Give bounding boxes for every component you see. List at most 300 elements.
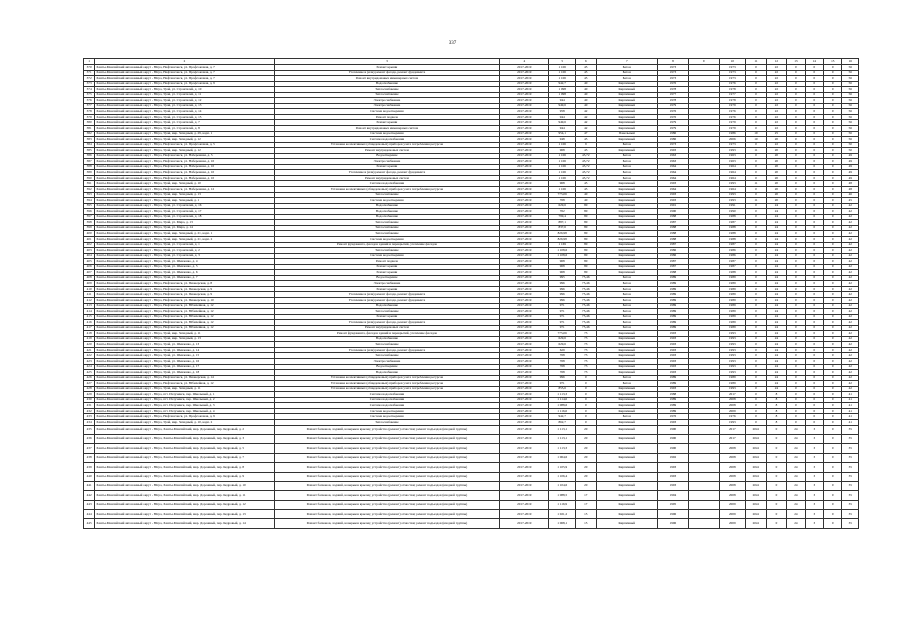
table-cell: 0: [787, 142, 805, 148]
table-cell: 0: [746, 303, 767, 309]
table-cell: 0: [824, 87, 842, 93]
table-cell: 42: [842, 386, 859, 392]
table-cell: 20: [576, 434, 597, 443]
table-cell: 24: [766, 220, 787, 226]
table-cell: 0: [824, 434, 842, 443]
table-cell: 2017-2019: [500, 198, 549, 204]
table-cell: 0: [805, 120, 823, 126]
column-header: 8: [658, 59, 689, 65]
table-cell: Система водоснабжения: [274, 137, 500, 143]
table-cell: 2041: [746, 500, 767, 509]
table-cell: 20: [766, 148, 787, 154]
table-cell: Кирпичный: [596, 148, 658, 154]
table-cell: 397: [84, 214, 95, 220]
table-cell: 1993: [658, 481, 689, 490]
table-cell: 406: [84, 264, 95, 270]
table-cell: 954,1: [549, 131, 576, 137]
table-cell: 56: [842, 114, 859, 120]
table-cell: Ханты-Мансийский автономный округ - Югра, пгт. Излучинск, пер. Школьный, д. 4: [95, 408, 274, 414]
table-cell: 1993: [658, 347, 689, 353]
table-cell: Ханты-Мансийский автономный округ - Югра, Урай, мкр. Западный, д. 11: [95, 386, 274, 392]
table-cell: 42: [842, 281, 859, 287]
table-cell: Утепление и (или) ремонт фасада, ремонт фундамента: [274, 292, 500, 298]
table-cell: 24: [766, 303, 787, 309]
table-cell: 1987: [719, 220, 746, 226]
table-cell: 1989: [658, 375, 689, 381]
table-cell: 390: [84, 175, 95, 181]
table-cell: 1977: [658, 92, 689, 98]
table-cell: 24: [766, 336, 787, 342]
table-cell: Ханты-Мансийский автономный округ - Югра, Нефтеюганск, ул. Пионерская, д. 10: [95, 297, 274, 303]
table-cell: Ремонт внутридомовых инженерных систем: [274, 76, 500, 82]
table-cell: 968: [549, 270, 576, 276]
table-cell: 0: [824, 248, 842, 254]
table-cell: 0: [746, 159, 767, 165]
table-cell: Кирпичный: [596, 81, 658, 87]
table-cell: Ханты-Мансийский автономный округ - Югра, Урай, ул. Шевченко, д. 15: [95, 353, 274, 359]
table-cell: 0: [805, 325, 823, 331]
table-cell: 0: [824, 126, 842, 132]
table-cell: Ханты-Мансийский автономный округ - Югра, Ханты-Мансийский, мкр. Дорожный, пер. Кедровый, д. 7: [95, 453, 274, 462]
table-row: [84, 510, 859, 519]
table-cell: 2017-2019: [500, 109, 549, 115]
table-cell: 0: [576, 375, 597, 381]
table-cell: Ханты-Мансийский автономный округ - Югра, Нефтеюганск, ул. Пионерская, д. 9: [95, 286, 274, 292]
table-cell: Ханты-Мансийский автономный округ - Югра, Урай, ул. Шевченко, д. 14: [95, 347, 274, 353]
table-cell: 20: [576, 481, 597, 490]
table-cell: Система водоснабжения: [274, 397, 500, 403]
table-cell: 2006: [719, 137, 746, 143]
table-cell: 2009: [719, 510, 746, 519]
table-cell: 386: [84, 153, 95, 159]
table-cell: 2017-2019: [500, 510, 549, 519]
table-cell: 1993: [658, 370, 689, 376]
table-cell: 1993: [719, 386, 746, 392]
table-cell: 0: [787, 264, 805, 270]
table-cell: 0: [746, 203, 767, 209]
table-cell: 56: [842, 70, 859, 76]
table-cell: 0: [805, 170, 823, 176]
table-cell: 40: [576, 81, 597, 87]
table-cell: 0: [766, 463, 787, 472]
table-cell: 441: [84, 481, 95, 490]
table-cell: 0: [787, 270, 805, 276]
table-cell: 439: [84, 463, 95, 472]
table-cell: 1993: [719, 336, 746, 342]
table-cell: 0: [824, 236, 842, 242]
table-cell: 2017-2019: [500, 353, 549, 359]
table-cell: Теплоснабжение: [274, 87, 500, 93]
table-cell: 1989: [719, 309, 746, 315]
table-cell: Ремонт балконов, лоджий, козырьков крылец; устройство (ремонт) отмостки; ремонт подъездов (входной группы): [274, 472, 500, 481]
table-cell: Водоснабжение: [274, 203, 500, 209]
table-cell: 24: [766, 370, 787, 376]
table-cell: 20: [766, 198, 787, 204]
table-cell: Ханты-Мансийский автономный округ - Югра, Нефтеюганск, ул. Профсоюзная, д. 7: [95, 76, 274, 82]
table-cell: 1 169: [549, 242, 576, 248]
table-cell: 24: [766, 364, 787, 370]
table-cell: 398: [84, 220, 95, 226]
table-cell: 0: [787, 175, 805, 181]
table-cell: 0: [824, 397, 842, 403]
table-cell: 0: [824, 519, 842, 528]
table-cell: 8: [766, 397, 787, 403]
table-cell: Кирпичный: [596, 187, 658, 193]
table-row: [84, 434, 859, 443]
table-cell: 1964: [658, 175, 689, 181]
table-cell: 0: [805, 292, 823, 298]
table-cell: 0: [805, 403, 823, 409]
table-cell: 432: [84, 408, 95, 414]
table-cell: 2017-2019: [500, 519, 549, 528]
table-cell: 20: [766, 159, 787, 165]
table-cell: Теплоснабжение: [274, 92, 500, 98]
table-cell: 944: [549, 126, 576, 132]
table-cell: 0: [824, 420, 842, 426]
table-cell: 1986: [719, 253, 746, 259]
table-cell: Система водоотведения: [274, 253, 500, 259]
table-cell: 24: [787, 519, 805, 528]
table-cell: Ханты-Мансийский автономный округ - Югра, Урай, мкр. Западный, д. 10: [95, 181, 274, 187]
column-header: 3: [274, 59, 500, 65]
table-cell: 1993: [719, 148, 746, 154]
table-cell: 24: [766, 347, 787, 353]
table-cell: 42: [842, 314, 859, 320]
table-cell: 2017-2019: [500, 270, 549, 276]
table-cell: 0: [787, 397, 805, 403]
table-cell: 1973: [658, 142, 689, 148]
table-cell: Ремонт балконов, лоджий, козырьков крылец; устройство (ремонт) отмостки; ремонт подъездов (входной группы): [274, 444, 500, 453]
table-cell: Ханты-Мансийский автономный округ - Югра, Урай, мкр. Западный, д. 11: [95, 331, 274, 337]
table-cell: 968: [549, 148, 576, 154]
table-cell: Бетон: [596, 170, 658, 176]
table-cell: 3: [805, 481, 823, 490]
table-cell: 20: [576, 444, 597, 453]
table-cell: Бетон: [596, 292, 658, 298]
table-cell: 1963: [719, 159, 746, 165]
table-cell: 0: [746, 214, 767, 220]
table-cell: 1989: [719, 297, 746, 303]
table-cell: 0: [824, 358, 842, 364]
table-cell: 408: [84, 275, 95, 281]
table-cell: Кирпичный: [596, 510, 658, 519]
table-cell: Теплоснабжение: [274, 220, 500, 226]
table-cell: Кирпичный: [596, 481, 658, 490]
table-cell: 418: [84, 331, 95, 337]
table-cell: 0: [805, 181, 823, 187]
table-cell: 0: [787, 364, 805, 370]
table-cell: 2017-2019: [500, 491, 549, 500]
table-cell: 56: [842, 137, 859, 143]
table-cell: 996: [549, 297, 576, 303]
table-cell: Ханты-Мансийский автономный округ - Югра, Нефтеюганск, ул. Юбилейная, д. 12: [95, 320, 274, 326]
table-cell: 56: [842, 92, 859, 98]
table-cell: 1987: [658, 259, 689, 265]
table-cell: Кирпичный: [596, 109, 658, 115]
table-cell: 0: [787, 159, 805, 165]
table-cell: 0: [746, 320, 767, 326]
table-cell: [688, 491, 719, 500]
table-cell: 22: [766, 114, 787, 120]
table-cell: 80: [576, 236, 597, 242]
table-cell: 1988: [658, 231, 689, 237]
table-cell: Бетон: [596, 286, 658, 292]
table-cell: 0: [576, 397, 597, 403]
table-cell: 0: [824, 444, 842, 453]
table-cell: Водоотведение: [274, 364, 500, 370]
table-cell: Бетон: [596, 142, 658, 148]
table-cell: 42: [842, 270, 859, 276]
table-cell: 1978: [658, 98, 689, 104]
table-cell: 20: [576, 453, 597, 462]
table-cell: 0: [805, 375, 823, 381]
table-cell: 0: [805, 231, 823, 237]
table-cell: 0: [787, 65, 805, 71]
table-cell: 0: [824, 70, 842, 76]
table-cell: 0: [746, 358, 767, 364]
table-cell: 24: [787, 444, 805, 453]
table-cell: 0: [805, 342, 823, 348]
table-cell: 445: [84, 519, 95, 528]
table-cell: 24: [766, 270, 787, 276]
table-cell: 1964: [719, 187, 746, 193]
table-cell: 0: [824, 253, 842, 259]
table-cell: 430: [84, 397, 95, 403]
table-cell: 2017-2019: [500, 403, 549, 409]
table-cell: 46: [842, 192, 859, 198]
table-cell: 2017-2019: [500, 126, 549, 132]
table-cell: Электроснабжение: [274, 358, 500, 364]
table-cell: 0: [787, 131, 805, 137]
table-cell: 42: [576, 114, 597, 120]
column-header: 12: [766, 59, 787, 65]
table-cell: 0: [787, 259, 805, 265]
table-cell: 0: [824, 463, 842, 472]
table-cell: Ханты-Мансийский автономный округ - Югра, Нефтеюганск, ул. Пионерская, д. 9: [95, 292, 274, 298]
table-cell: 1993: [658, 342, 689, 348]
table-cell: 0: [805, 159, 823, 165]
table-cell: Кирпичный: [596, 353, 658, 359]
table-cell: Бетон: [596, 164, 658, 170]
table-cell: Ремонт внутридомовых инженерных систем: [274, 126, 500, 132]
table-cell: 409: [84, 281, 95, 287]
table-cell: 22: [766, 65, 787, 71]
table-cell: 1989: [719, 325, 746, 331]
table-cell: 392: [84, 187, 95, 193]
table-cell: 73: [576, 331, 597, 337]
table-cell: Ханты-Мансийский автономный округ - Югра, Нефтеюганск, ул. Пионерская, д. 14: [95, 375, 274, 381]
table-cell: 0: [746, 370, 767, 376]
table-cell: 45: [576, 148, 597, 154]
table-cell: 2017-2019: [500, 103, 549, 109]
table-cell: 0: [805, 314, 823, 320]
table-cell: 1 106: [549, 187, 576, 193]
table-cell: 431: [84, 403, 95, 409]
table-cell: 374: [84, 87, 95, 93]
table-cell: 2017-2019: [500, 81, 549, 87]
table-cell: 1993: [658, 181, 689, 187]
table-cell: 0: [824, 203, 842, 209]
table-cell: 1 106,4: [549, 472, 576, 481]
table-cell: 24: [766, 386, 787, 392]
table-cell: 0: [787, 325, 805, 331]
table-cell: 2041: [746, 510, 767, 519]
table-cell: 0: [824, 153, 842, 159]
table-cell: 2017-2019: [500, 142, 549, 148]
table-cell: 1989: [658, 297, 689, 303]
table-cell: [688, 472, 719, 481]
table-cell: 49: [842, 153, 859, 159]
table-cell: 0: [746, 297, 767, 303]
table-cell: 1988: [719, 231, 746, 237]
table-cell: 996: [549, 292, 576, 298]
table-cell: 1963: [658, 159, 689, 165]
table-cell: 1989: [658, 320, 689, 326]
table-cell: 944: [549, 98, 576, 104]
table-cell: 0: [787, 386, 805, 392]
table-cell: 434: [84, 420, 95, 426]
table-cell: 0: [766, 519, 787, 528]
table-cell: 0: [576, 381, 597, 387]
table-cell: 25: [766, 131, 787, 137]
table-cell: 0: [824, 114, 842, 120]
table-cell: 0: [805, 270, 823, 276]
table-cell: 42: [842, 225, 859, 231]
table-cell: 0: [824, 281, 842, 287]
table-cell: 1991: [719, 203, 746, 209]
table-cell: 0: [824, 325, 842, 331]
table-cell: 0: [746, 259, 767, 265]
table-cell: 1989: [719, 303, 746, 309]
table-cell: 3: [805, 434, 823, 443]
table-cell: 1993: [658, 420, 689, 426]
table-cell: Ханты-Мансийский автономный округ - Югра, Ханты-Мансийский, мкр. Дорожный, пер. Кедровый, д. 12: [95, 500, 274, 509]
table-cell: 0: [805, 331, 823, 337]
table-cell: 0: [805, 114, 823, 120]
table-cell: 0: [746, 231, 767, 237]
table-cell: 24: [766, 314, 787, 320]
table-cell: Кирпичный: [596, 220, 658, 226]
table-cell: 1964: [719, 175, 746, 181]
table-cell: 0: [805, 109, 823, 115]
column-header: 2: [95, 59, 274, 65]
table-cell: 1990: [658, 444, 689, 453]
table-cell: 0: [805, 203, 823, 209]
table-cell: 1976: [658, 81, 689, 87]
table-cell: Ханты-Мансийский автономный округ - Югра, Нефтеюганск, ул. Профсоюзная, д. 7: [95, 65, 274, 71]
table-cell: Система водоотведения: [274, 109, 500, 115]
table-cell: 0: [824, 481, 842, 490]
table-cell: 1988: [719, 214, 746, 220]
table-cell: 2008: [719, 472, 746, 481]
table-cell: 73: [576, 336, 597, 342]
table-row: [84, 453, 859, 462]
table-cell: 442: [84, 491, 95, 500]
table-cell: 2017-2019: [500, 336, 549, 342]
table-cell: 75,46: [576, 320, 597, 326]
table-cell: 0: [787, 203, 805, 209]
table-cell: 629,6: [549, 336, 576, 342]
table-cell: 42: [842, 236, 859, 242]
table-cell: Кирпичный: [596, 472, 658, 481]
table-cell: 35: [842, 491, 859, 500]
table-cell: Теплоснабжение: [274, 420, 500, 426]
table-cell: 20: [766, 137, 787, 143]
table-cell: 2017-2019: [500, 225, 549, 231]
table-cell: 42: [842, 347, 859, 353]
table-cell: 0: [824, 259, 842, 265]
table-cell: 40: [576, 92, 597, 98]
table-cell: 2017-2019: [500, 444, 549, 453]
table-cell: Бетон: [596, 314, 658, 320]
table-cell: Ремонт балконов, лоджий, козырьков крылец; устройство (ремонт) отмостки; ремонт подъездов (входной группы): [274, 453, 500, 462]
table-cell: 0: [805, 259, 823, 265]
table-cell: 2017-2019: [500, 65, 549, 71]
table-cell: 0: [787, 392, 805, 398]
table-cell: 376: [84, 98, 95, 104]
table-cell: 0: [787, 242, 805, 248]
table-cell: 42: [842, 309, 859, 315]
table-cell: 1993: [719, 342, 746, 348]
table-cell: 42: [842, 214, 859, 220]
table-cell: Теплоснабжение: [274, 248, 500, 254]
table-cell: 0: [746, 414, 767, 420]
table-cell: 1993: [719, 358, 746, 364]
table-cell: 2009: [719, 500, 746, 509]
table-cell: 56: [842, 120, 859, 126]
table-cell: 0: [746, 381, 767, 387]
table-cell: 2041: [746, 491, 767, 500]
table-cell: 2017-2019: [500, 434, 549, 443]
table-cell: 0: [787, 353, 805, 359]
table-cell: 371: [84, 70, 95, 76]
table-cell: 0: [787, 275, 805, 281]
table-cell: 24: [766, 248, 787, 254]
table-cell: Ханты-Мансийский автономный округ - Югра, Урай, ул. Шевченко, д. 4: [95, 259, 274, 265]
table-cell: 629,6: [549, 203, 576, 209]
table-cell: 0: [746, 209, 767, 215]
table-cell: 75,46: [576, 275, 597, 281]
table-cell: Ремонт крыши: [274, 270, 500, 276]
table-cell: 2017-2019: [500, 120, 549, 126]
table-cell: 942,7: [549, 414, 576, 420]
table-cell: 420: [84, 342, 95, 348]
table-cell: 24: [766, 264, 787, 270]
table-cell: 2017-2019: [500, 314, 549, 320]
table-cell: 1964: [658, 164, 689, 170]
table-cell: 47: [576, 131, 597, 137]
table-cell: 2008: [719, 444, 746, 453]
table-cell: 75,46: [576, 297, 597, 303]
table-cell: 0: [746, 386, 767, 392]
table-cell: 971: [549, 314, 576, 320]
table-cell: 402: [84, 242, 95, 248]
table-cell: 0: [787, 220, 805, 226]
table-cell: 0: [746, 353, 767, 359]
table-cell: 1990: [658, 209, 689, 215]
table-cell: Теплоснабжение: [274, 231, 500, 237]
table-cell: 0: [576, 420, 597, 426]
table-cell: 2017-2019: [500, 500, 549, 509]
table-cell: 372: [84, 76, 95, 82]
table-cell: Кирпичный: [596, 236, 658, 242]
table-cell: 80: [576, 225, 597, 231]
table-cell: 24: [787, 453, 805, 462]
table-cell: 35: [842, 500, 859, 509]
table-cell: 1 106: [549, 153, 576, 159]
table-cell: Система водоотведения: [274, 414, 500, 420]
table-cell: 0: [824, 297, 842, 303]
